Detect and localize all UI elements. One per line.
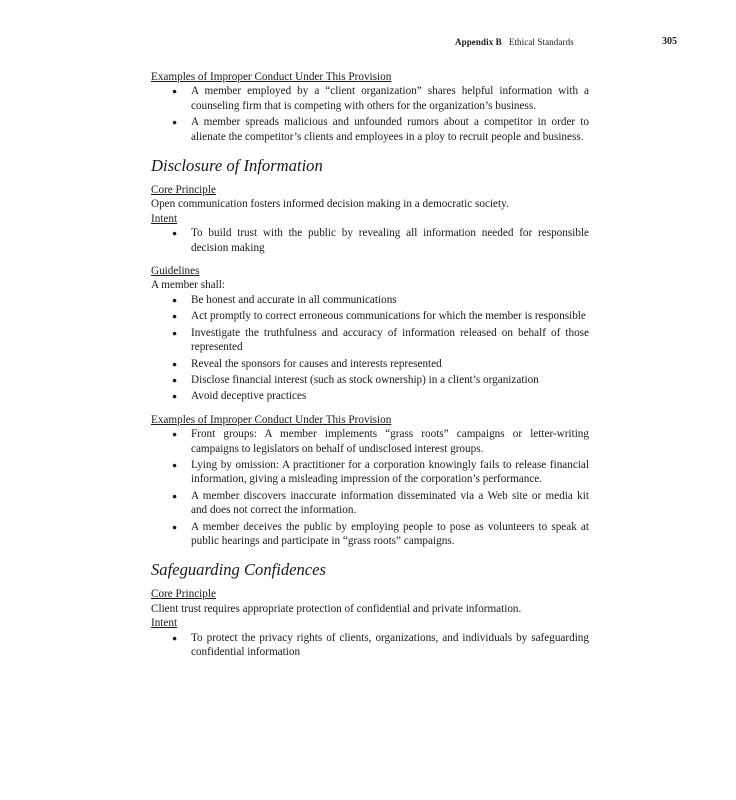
guidelines-lead: A member shall: <box>151 279 225 292</box>
page-content <box>151 70 589 661</box>
intent-label: Intent <box>151 212 178 225</box>
section-title-disclosure: Disclosure of Information <box>151 156 323 176</box>
list-item: ● To build trust with the public by revealing all information needed for responsible decision making <box>191 226 589 255</box>
list-item: ● A member discovers inaccurate information disseminated via a Web site or media kit and does not correct the information. <box>191 489 589 518</box>
core-principle-label: Core Principle <box>151 184 216 197</box>
list-item: ● A member employed by a “client organization” shares helpful information with a counseling firm that is competing with others for the organization’s business. <box>191 84 589 113</box>
section-title-confidences: Safeguarding Confidences <box>151 560 326 580</box>
list-item: ● Act promptly to correct erroneous communications for which the member is responsible <box>191 309 589 323</box>
intent-list <box>151 226 589 255</box>
examples-label: Examples of Improper Conduct Under This Provision <box>151 413 392 426</box>
intent-label: Intent <box>151 617 178 630</box>
list-item: ● Front groups: A member implements “grass roots” campaigns or letter-writing campaigns to legislators on behalf of undisclosed interest groups. <box>191 427 589 456</box>
list-item: ● Lying by omission: A practitioner for a corporation knowingly fails to release financial information, giving a misleading impression of the corporation’s performance. <box>191 458 589 487</box>
guidelines-label: Guidelines <box>151 265 200 278</box>
page-number: 305 <box>662 36 677 47</box>
list-item: ● A member deceives the public by employing people to pose as volunteers to speak at public hearings and participate in “grass roots” campaigns. <box>191 520 589 549</box>
header-section: Appendix B <box>455 37 502 47</box>
core-principle-text: Client trust requires appropriate protection of confidential and private information. <box>151 602 522 615</box>
list-item: ● A member spreads malicious and unfounded rumors about a competitor in order to alienate the competitor’s clients and employees in a ploy to recruit people and business. <box>191 115 589 144</box>
list-item: ● Be honest and accurate in all communications <box>191 293 589 307</box>
intro-examples-list <box>151 84 589 144</box>
list-item: ● Avoid deceptive practices <box>191 389 589 403</box>
running-header <box>455 37 574 47</box>
header-title: Ethical Standards <box>508 37 574 47</box>
list-item: ● Investigate the truthfulness and accuracy of information released on behalf of those represented <box>191 326 589 355</box>
examples-list <box>151 427 589 548</box>
guidelines-list <box>151 293 589 404</box>
core-principle-label: Core Principle <box>151 588 216 601</box>
list-item: ● Disclose financial interest (such as stock ownership) in a client’s organization <box>191 373 589 387</box>
list-item: ● To protect the privacy rights of clients, organizations, and individuals by safeguarding confidential information <box>191 631 589 660</box>
intro-examples-label: Examples of Improper Conduct Under This Provision <box>151 71 392 83</box>
list-item: ● Reveal the sponsors for causes and interests represented <box>191 357 589 371</box>
intent-list <box>151 631 589 660</box>
core-principle-text: Open communication fosters informed decision making in a democratic society. <box>151 198 509 211</box>
